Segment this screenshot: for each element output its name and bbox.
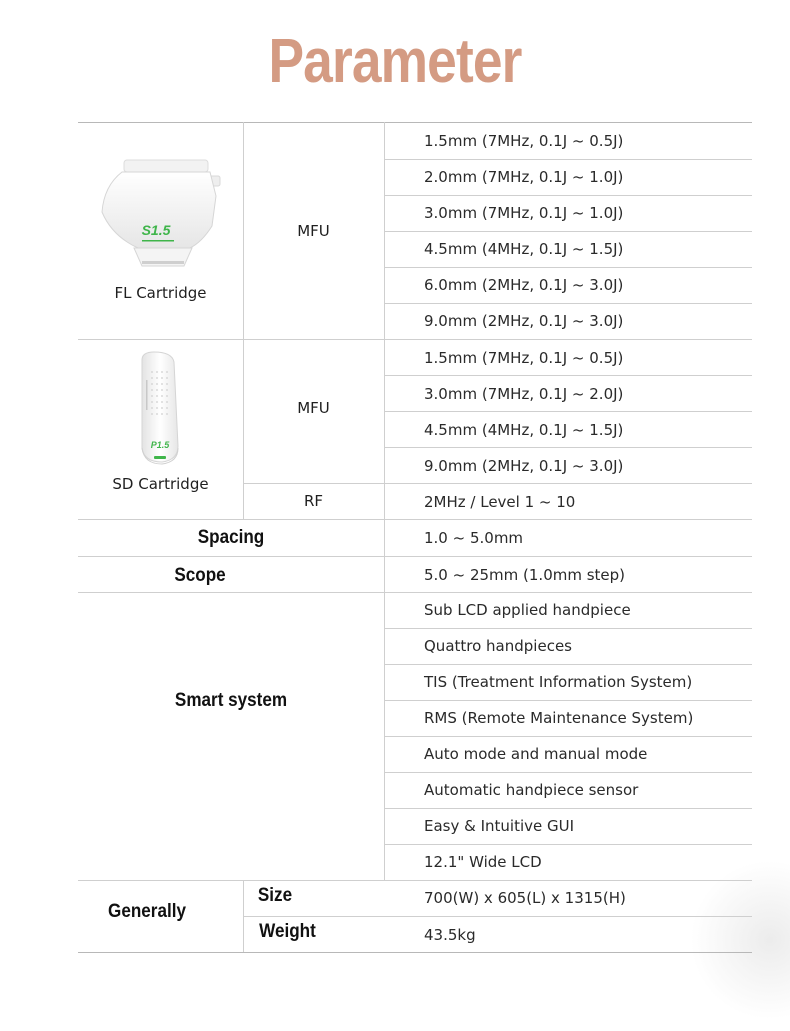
column-rule [243,122,244,519]
spacing-value: 1.0 ~ 5.0mm [424,529,524,547]
sd-value: 1.5mm (7MHz, 0.1J ~ 0.5J) [424,349,624,367]
fl-value: 2.0mm (7MHz, 0.1J ~ 1.0J) [424,168,624,186]
smart-system-item: TIS (Treatment Information System) [424,673,693,691]
fl-value: 6.0mm (2MHz, 0.1J ~ 3.0J) [424,276,624,294]
spacing-label: Spacing [197,527,265,548]
sd-value: 3.0mm (7MHz, 0.1J ~ 2.0J) [424,385,624,403]
weight-label: Weight [259,921,316,942]
table-top-rule [78,122,752,123]
smart-system-item: Quattro handpieces [424,637,572,655]
fl-cartridge-image-text: S1.5 [141,222,171,238]
fl-cartridge-label: FL Cartridge [114,284,207,302]
section-rule [78,339,752,340]
fl-value: 1.5mm (7MHz, 0.1J ~ 0.5J) [424,132,624,150]
fl-value: 4.5mm (4MHz, 0.1J ~ 1.5J) [424,240,624,258]
page-title: Parameter [268,27,522,96]
smart-system-label: Smart system [174,690,288,711]
sd-cartridge-image-text: P1.5 [150,440,170,450]
sd-cartridge-image [132,350,188,468]
sd-mfu-label: MFU [297,399,330,417]
size-label: Size [257,885,293,906]
generally-label: Generally [108,901,186,922]
sd-value: 4.5mm (4MHz, 0.1J ~ 1.5J) [424,421,624,439]
smart-system-item: Easy & Intuitive GUI [424,817,575,835]
smart-system-item: Automatic handpiece sensor [424,781,639,799]
sd-cartridge-label: SD Cartridge [112,475,209,493]
fl-cartridge-image [98,156,222,274]
background-glow [690,860,790,1020]
sd-rf-label: RF [303,492,324,510]
fl-mfu-label: MFU [297,222,330,240]
fl-value: 9.0mm (2MHz, 0.1J ~ 3.0J) [424,312,624,330]
scope-label: Scope [174,565,226,586]
column-rule [384,122,385,880]
smart-system-item: Sub LCD applied handpiece [424,601,631,619]
smart-system-item: Auto mode and manual mode [424,745,648,763]
weight-value: 43.5kg [424,926,476,944]
section-rule [78,556,752,557]
sd-value: 9.0mm (2MHz, 0.1J ~ 3.0J) [424,457,624,475]
table-bottom-rule [78,952,752,953]
column-rule [243,880,244,952]
row-rule [243,916,752,917]
fl-value: 3.0mm (7MHz, 0.1J ~ 1.0J) [424,204,624,222]
size-value: 700(W) x 605(L) x 1315(H) [424,889,626,907]
sd-rf-value: 2MHz / Level 1 ~ 10 [424,493,576,511]
smart-system-item: 12.1" Wide LCD [424,853,542,871]
smart-system-item: RMS (Remote Maintenance System) [424,709,694,727]
scope-value: 5.0 ~ 25mm (1.0mm step) [424,566,626,584]
section-rule [78,880,752,881]
